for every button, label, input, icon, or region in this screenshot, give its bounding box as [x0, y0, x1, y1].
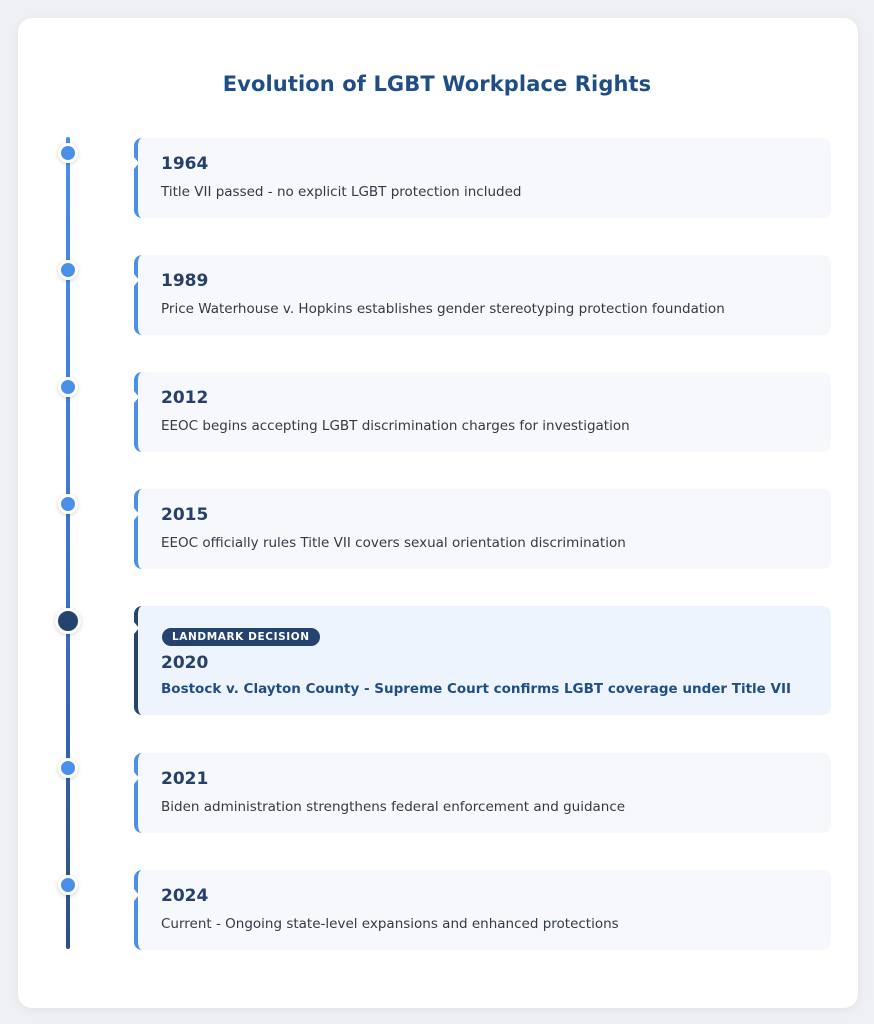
event-description: Current - Ongoing state-level expansions and enhanced protections [161, 916, 619, 932]
timeline-dot-2021 [58, 758, 78, 778]
timeline-dot-2020-landmark [55, 608, 81, 634]
event-description: Bostock v. Clayton County - Supreme Court confirms LGBT coverage under Title VII [161, 681, 792, 697]
timeline-event-2020-landmark [134, 606, 831, 715]
timeline-dot-2015 [58, 494, 78, 514]
event-pointer [134, 157, 139, 169]
page-title: Evolution of LGBT Workplace Rights [222, 72, 652, 96]
event-description: Price Waterhouse v. Hopkins establishes gender stereotyping protection foundation [161, 301, 725, 317]
timeline-dot-1989 [58, 260, 78, 280]
timeline-event-1964 [134, 138, 831, 218]
timeline-event-2015 [134, 489, 831, 569]
event-pointer [134, 508, 139, 520]
event-year: 2021 [161, 769, 209, 789]
event-pointer [134, 274, 139, 286]
timeline-dot-2012 [58, 377, 78, 397]
event-description: EEOC officially rules Title VII covers sexual orientation discrimination [161, 535, 626, 551]
event-description: Title VII passed - no explicit LGBT protection included [161, 184, 522, 200]
landmark-badge: LANDMARK DECISION [162, 628, 320, 646]
timeline-event-2021 [134, 753, 831, 833]
event-pointer [134, 889, 139, 901]
event-year: 2012 [161, 388, 209, 408]
event-pointer [134, 391, 139, 403]
event-description: EEOC begins accepting LGBT discrimination charges for investigation [161, 418, 630, 434]
event-pointer [134, 772, 139, 784]
event-pointer [134, 622, 139, 634]
event-description: Biden administration strengthens federal enforcement and guidance [161, 799, 626, 815]
timeline-event-1989 [134, 255, 831, 335]
timeline-dot-1964 [58, 143, 78, 163]
timeline-event-2012 [134, 372, 831, 452]
event-year: 2015 [161, 505, 209, 525]
event-year: 1964 [161, 154, 209, 174]
timeline-line [66, 137, 70, 949]
event-year: 2020 [161, 653, 209, 673]
event-year: 2024 [161, 886, 209, 906]
event-year: 1989 [161, 271, 209, 291]
timeline-event-2024 [134, 870, 831, 950]
timeline-dot-2024 [58, 875, 78, 895]
